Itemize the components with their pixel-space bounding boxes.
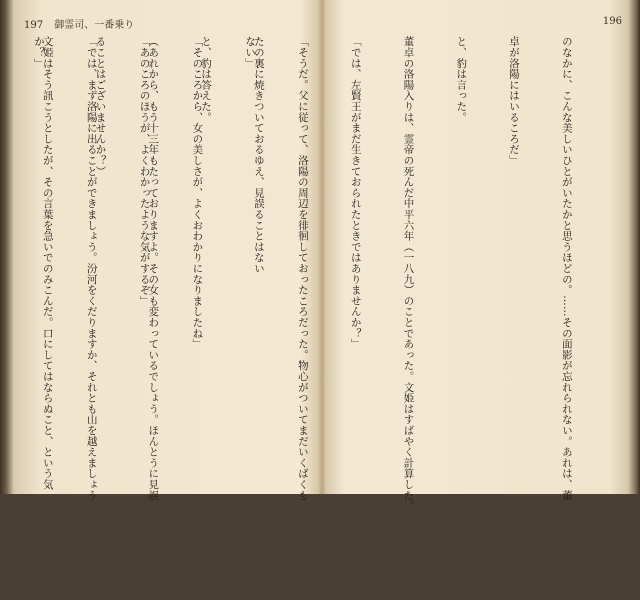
body-line: 「そうだ。父に従って、洛陽の周辺を徘徊しておったころだった。物心がついてまだいくばくも [296, 36, 309, 501]
body-line: ない」 [244, 36, 257, 69]
body-line: 卓が洛陽にはいるころだ」 [508, 36, 521, 166]
body-line: 「では、まず洛陽に出ることができましょう。汾河をくだりますか、それとも山を越えましょう [85, 36, 98, 501]
body-line: たの裏に焼きついておるゆえ、見誤ることはない [252, 36, 265, 274]
left-page-number: 197 [24, 20, 44, 31]
body-line: のなかに、こんな美しいひとがいたかと思うほどの。……その面影が忘れられない。あれは、董 [560, 36, 573, 501]
body-line: 「そのころから、女の美しさが、よくおわかりになりましたね」 [191, 36, 204, 350]
body-line: 「あのころのほうが、よくわかったような気がするぞ」 [138, 36, 151, 306]
body-line: 董卓の洛陽入りは、霊帝の死んだ中平六年（一八九）のことであった。文姫はすばやく計算した。 [402, 36, 415, 512]
body-line: か？」 [33, 36, 45, 69]
body-line: ることはございませんか？） [94, 36, 107, 177]
body-line: 文姫はそう訊こうとしたが、その言葉を急いでのみこんだ。口にしてはならぬこと、という気 [41, 36, 54, 490]
body-line: （あれから、もう十三年もたっておりますよ。その女も変わっているでしょう。ほんとうに見誤 [147, 36, 160, 501]
left-running-title: 御霊司、一番乗り [54, 20, 135, 31]
body-line: と、豹は言った。 [455, 36, 468, 123]
right-page-number: 196 [602, 16, 622, 27]
left-page-header [24, 16, 134, 31]
body-line: と、豹は答えた。 [200, 36, 213, 123]
body-line: 「では、左賢王がまだ生きておられたときではありませんか？」 [349, 36, 362, 350]
